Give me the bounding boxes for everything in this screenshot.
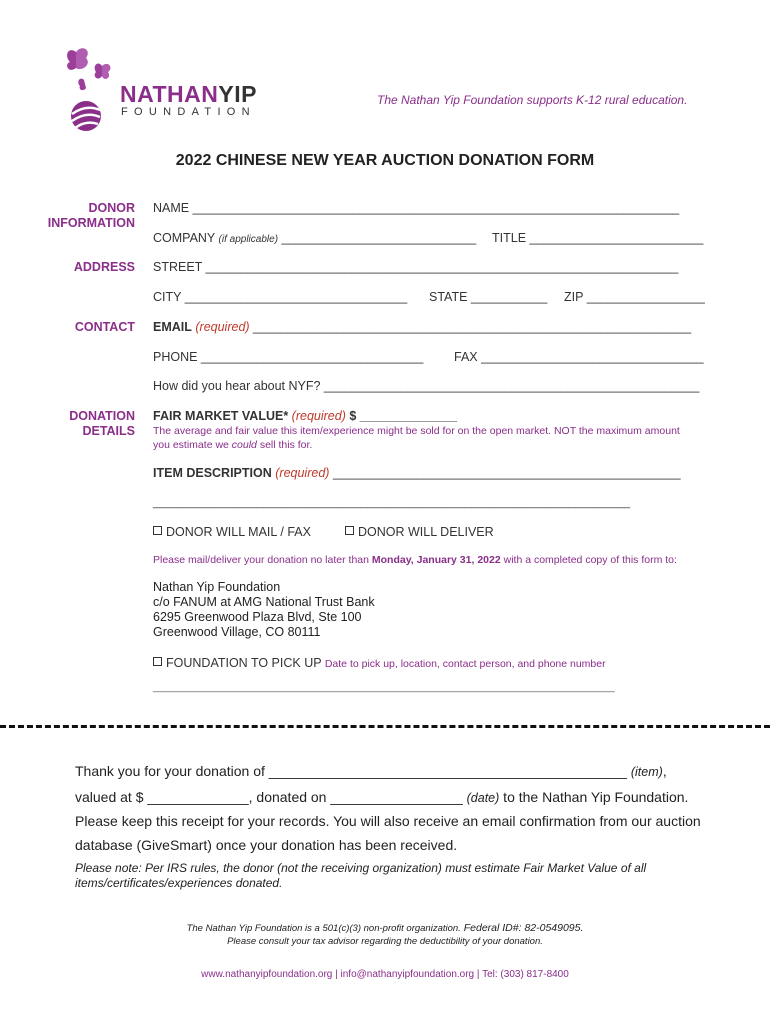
zip-field[interactable]: ZIP _________________ (564, 290, 705, 304)
company-label: COMPANY (153, 231, 216, 245)
butterfly-logo-icon (62, 44, 122, 134)
irs-note: Please note: Per IRS rules, the donor (not the receiving organization) must estimate Fair Market Value of all items/certificates/experiences donated. (75, 861, 647, 890)
deadline-note: Please mail/deliver your donation no later than Monday, January 31, 2022 with a completed copy of this form to: (153, 554, 677, 566)
section-donation: DONATION DETAILS (69, 409, 135, 438)
item-description-field[interactable] (153, 466, 681, 480)
tax-note: Please consult your tax advisor regarding the deductibility of your donation. (227, 936, 543, 947)
receipt-line-3: Please keep this receipt for your records. You will also receive an email confirmation from our auction (75, 813, 701, 829)
logo (62, 44, 262, 134)
pickup-line[interactable]: ___________________________________________________________________________________ (153, 682, 615, 693)
company-field[interactable] (153, 231, 476, 245)
address-line-3: 6295 Greenwood Plaza Blvd, Ste 100 (153, 610, 362, 624)
email-field[interactable] (153, 320, 691, 334)
street-field[interactable]: STREET ____________________________________________________________________ (153, 260, 679, 274)
title-field[interactable]: TITLE _________________________ (492, 231, 704, 245)
address-line-2: c/o FANUM at AMG National Trust Bank (153, 595, 375, 609)
checkbox-icon[interactable] (345, 526, 354, 535)
address-line-1: Nathan Yip Foundation (153, 580, 281, 594)
pickup-note: Date to pick up, location, contact person, and phone number (324, 658, 606, 670)
fax-field[interactable]: FAX ________________________________ (454, 350, 704, 364)
deliver-option[interactable]: DONOR WILL DELIVER (345, 525, 494, 539)
address-line-4: Greenwood Village, CO 80111 (153, 625, 321, 639)
email-required: (required) (195, 320, 250, 334)
mail-fax-option[interactable]: DONOR WILL MAIL / FAX (153, 525, 311, 539)
receipt-line-1: Thank you for your donation of ______________________________________________ (item), (75, 763, 667, 779)
logo-name-2: YIP (218, 81, 257, 107)
checkbox-icon[interactable] (153, 526, 162, 535)
company-line: ____________________________ (281, 231, 477, 245)
section-address: ADDRESS (73, 260, 135, 274)
footer-contact[interactable]: www.nathanyipfoundation.org | info@nathanyipfoundation.org | Tel: (303) 817-8400 (201, 969, 569, 980)
pickup-option[interactable]: FOUNDATION TO PICK UP Date to pick up, location, contact person, and phone number (153, 656, 606, 671)
logo-sub: FOUNDATION (121, 106, 256, 118)
fmv-field[interactable] (153, 409, 457, 423)
receipt-line-2: valued at $ _____________, donated on _________________ (date) to the Nathan Yip Foundation. (75, 789, 689, 805)
email-line: _______________________________________________________________ (253, 320, 692, 334)
state-field[interactable]: STATE ___________ (429, 290, 548, 304)
fmv-required: (required) (291, 409, 346, 423)
item-line: __________________________________________________ (332, 466, 681, 480)
city-field[interactable]: CITY ________________________________ (153, 290, 408, 304)
fmv-note-2: you estimate we could sell this for. (153, 439, 313, 451)
hear-field[interactable]: How did you hear about NYF? ______________________________________________________ (153, 379, 700, 393)
checkbox-icon[interactable] (153, 657, 162, 666)
cut-line (0, 725, 770, 728)
phone-field[interactable]: PHONE ________________________________ (153, 350, 424, 364)
item-required: (required) (275, 466, 330, 480)
fmv-note (153, 424, 753, 452)
section-donor-info: DONOR INFORMATION (47, 201, 135, 230)
fmv-note-1: The average and fair value this item/experience might be sold for on the open market. NOT the maximum amount (153, 425, 680, 437)
fmv-label: FAIR MARKET VALUE* (153, 409, 289, 423)
section-contact: CONTACT (74, 320, 135, 334)
item-label: ITEM DESCRIPTION (153, 466, 272, 480)
tagline: The Nathan Yip Foundation supports K-12 rural education. (377, 93, 688, 107)
nonprofit-statement: The Nathan Yip Foundation is a 501(c)(3) non-profit organization. Federal ID#: 82-0549095. (186, 922, 584, 934)
email-label: EMAIL (153, 320, 192, 334)
logo-name-1: NATHAN (120, 81, 219, 107)
form-title: 2022 CHINESE NEW YEAR AUCTION DONATION FORM (175, 152, 595, 169)
mailing-address (153, 580, 375, 640)
fmv-line: $ ______________ (349, 409, 458, 423)
receipt-line-4: database (GiveSmart) once your donation has been received. (75, 837, 458, 853)
name-field[interactable]: NAME ______________________________________________________________________ (153, 201, 680, 215)
company-note: (if applicable) (218, 234, 279, 245)
item-description-line-2[interactable]: ______________________________________________________________________________ (153, 497, 631, 509)
